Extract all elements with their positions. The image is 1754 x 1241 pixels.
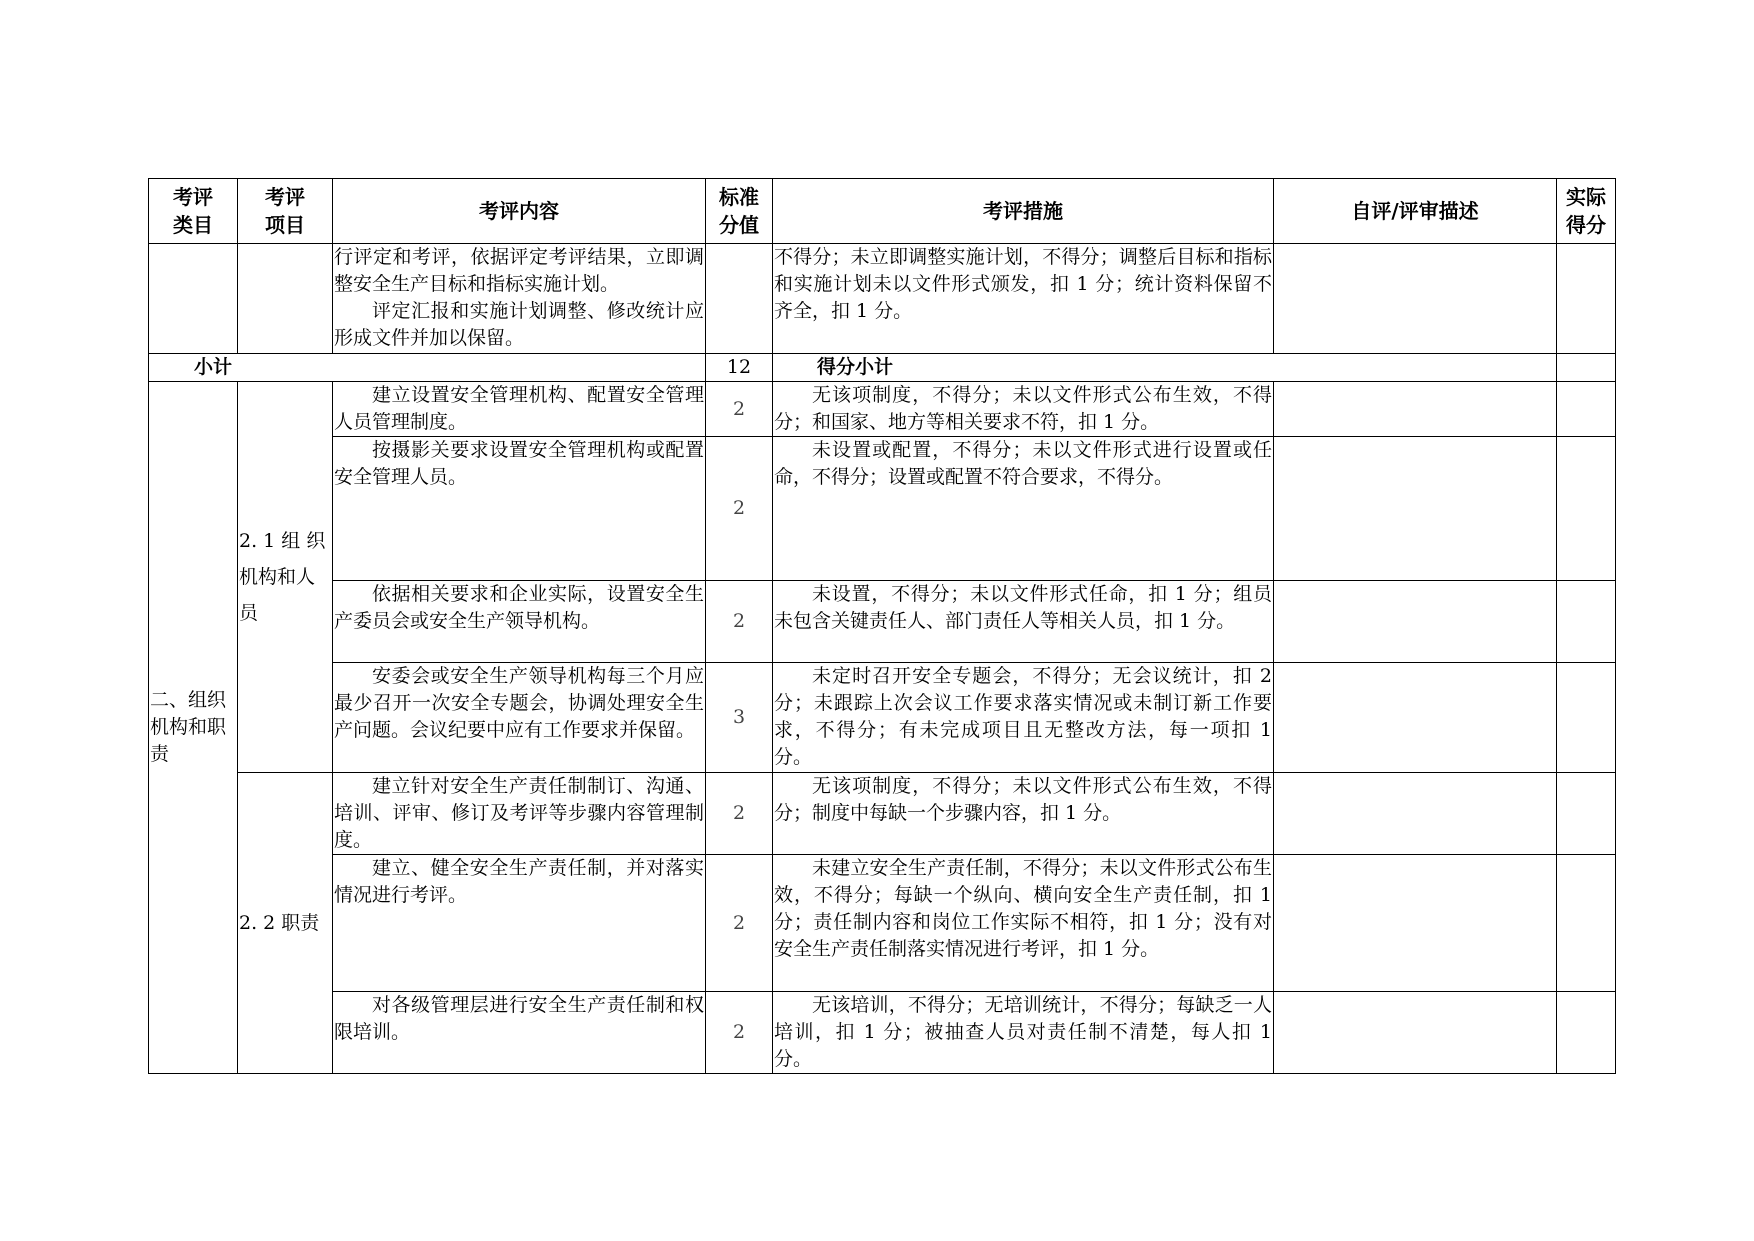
row-measures: 未设置，不得分；未以文件形式任命，扣 1 分；组员未包含关键责任人、部门责任人等相关人员，扣 1 分。 bbox=[773, 581, 1274, 663]
subtotal-label: 小计 bbox=[149, 354, 706, 382]
row-actual-score bbox=[1557, 663, 1616, 773]
header-actual-score bbox=[1557, 179, 1616, 244]
header-category-text: 考评 类目 bbox=[173, 185, 213, 237]
row-measures: 无该项制度，不得分；未以文件形式公布生效，不得分；制度中每缺一个步骤内容，扣 1 分。 bbox=[773, 773, 1274, 855]
row-actual-score bbox=[1557, 382, 1616, 437]
row-measures: 未设置或配置，不得分；未以文件形式进行设置或任命，不得分；设置或配置不符合要求，不得分。 bbox=[773, 437, 1274, 581]
header-measures: 考评措施 bbox=[773, 179, 1274, 244]
row-content: 依据相关要求和企业实际，设置安全生产委员会或安全生产领导机构。 bbox=[333, 581, 706, 663]
row-measures: 未建立安全生产责任制，不得分；未以文件形式公布生效，不得分；每缺一个纵向、横向安全生产责任制，扣 1 分；责任制内容和岗位工作实际不相符，扣 1 分；没有对安全生产责任制落实情况进行考评，扣 1 分。 bbox=[773, 855, 1274, 992]
carryover-content-cell bbox=[333, 244, 706, 354]
row-measures: 未定时召开安全专题会，不得分；无会议统计，扣 2 分；未跟踪上次会议工作要求落实情况或未制订新工作要求，不得分；有未完成项目且无整改方法，每一项扣 1 分。 bbox=[773, 663, 1274, 773]
row-content: 建立设置安全管理机构、配置安全管理人员管理制度。 bbox=[333, 382, 706, 437]
table-row bbox=[149, 855, 1616, 992]
carryover-review-cell bbox=[1274, 244, 1557, 354]
row-self-review bbox=[1274, 382, 1557, 437]
row-measures: 无该培训，不得分；无培训统计，不得分；每缺乏一人培训，扣 1 分；被抽查人员对责任制不清楚，每人扣 1 分。 bbox=[773, 992, 1274, 1074]
carryover-row bbox=[149, 244, 1616, 354]
row-measures: 无该项制度，不得分；未以文件形式公布生效，不得分；和国家、地方等相关要求不符，扣 1 分。 bbox=[773, 382, 1274, 437]
row-content: 建立针对安全生产责任制制订、沟通、培训、评审、修订及考评等步骤内容管理制度。 bbox=[333, 773, 706, 855]
header-item-text: 考评 项目 bbox=[265, 185, 305, 237]
row-score: 2 bbox=[706, 382, 773, 437]
subtotal-score-label: 得分小计 bbox=[773, 354, 1557, 382]
evaluation-table bbox=[148, 178, 1616, 1074]
table-row bbox=[149, 773, 1616, 855]
header-std-score-text: 标准 分值 bbox=[719, 185, 759, 237]
row-score: 2 bbox=[706, 992, 773, 1074]
carryover-content-text-2: 评定汇报和实施计划调整、修改统计应形成文件并加以保留。 bbox=[334, 300, 704, 349]
header-content: 考评内容 bbox=[333, 179, 706, 244]
row-actual-score bbox=[1557, 773, 1616, 855]
row-score: 2 bbox=[706, 437, 773, 581]
row-self-review bbox=[1274, 992, 1557, 1074]
row-content: 按摄影关要求设置安全管理机构或配置安全管理人员。 bbox=[333, 437, 706, 581]
header-std-score bbox=[706, 179, 773, 244]
row-actual-score bbox=[1557, 855, 1616, 992]
row-score: 2 bbox=[706, 855, 773, 992]
header-actual-score-text: 实际 得分 bbox=[1566, 185, 1606, 237]
row-self-review bbox=[1274, 773, 1557, 855]
carryover-measures-cell: 不得分；未立即调整实施计划，不得分；调整后目标和指标和实施计划未以文件形式颁发，扣 1 分；统计资料保留不齐全，扣 1 分。 bbox=[773, 244, 1274, 354]
header-category bbox=[149, 179, 238, 244]
table-row bbox=[149, 581, 1616, 663]
row-self-review bbox=[1274, 437, 1557, 581]
row-self-review bbox=[1274, 663, 1557, 773]
carryover-item-cell bbox=[238, 244, 333, 354]
row-self-review bbox=[1274, 855, 1557, 992]
row-content: 安委会或安全生产领导机构每三个月应最少召开一次安全专题会，协调处理安全生产问题。会议纪要中应有工作要求并保留。 bbox=[333, 663, 706, 773]
carryover-category-cell bbox=[149, 244, 238, 354]
item-2-1-label: 2. 1 组 织机构和人员 bbox=[238, 382, 333, 773]
item-2-2-label: 2. 2 职责 bbox=[238, 773, 333, 1074]
table-row bbox=[149, 663, 1616, 773]
row-score: 2 bbox=[706, 773, 773, 855]
carryover-score-cell bbox=[706, 244, 773, 354]
carryover-content-text: 行评定和考评，依据评定考评结果，立即调整安全生产目标和指标实施计划。 bbox=[334, 246, 704, 295]
row-content: 建立、健全安全生产责任制，并对落实情况进行考评。 bbox=[333, 855, 706, 992]
row-score: 2 bbox=[706, 581, 773, 663]
table-row bbox=[149, 437, 1616, 581]
row-self-review bbox=[1274, 581, 1557, 663]
carryover-actual-cell bbox=[1557, 244, 1616, 354]
header-item bbox=[238, 179, 333, 244]
row-actual-score bbox=[1557, 992, 1616, 1074]
subtotal-actual-cell bbox=[1557, 354, 1616, 382]
subtotal-row bbox=[149, 354, 1616, 382]
header-row bbox=[149, 179, 1616, 244]
header-self-review: 自评/评审描述 bbox=[1274, 179, 1557, 244]
table-row bbox=[149, 382, 1616, 437]
row-score: 3 bbox=[706, 663, 773, 773]
row-content: 对各级管理层进行安全生产责任制和权限培训。 bbox=[333, 992, 706, 1074]
row-actual-score bbox=[1557, 581, 1616, 663]
table-row bbox=[149, 992, 1616, 1074]
row-actual-score bbox=[1557, 437, 1616, 581]
subtotal-score: 12 bbox=[706, 354, 773, 382]
section-category: 二、组织机构和职责 bbox=[149, 382, 238, 1074]
